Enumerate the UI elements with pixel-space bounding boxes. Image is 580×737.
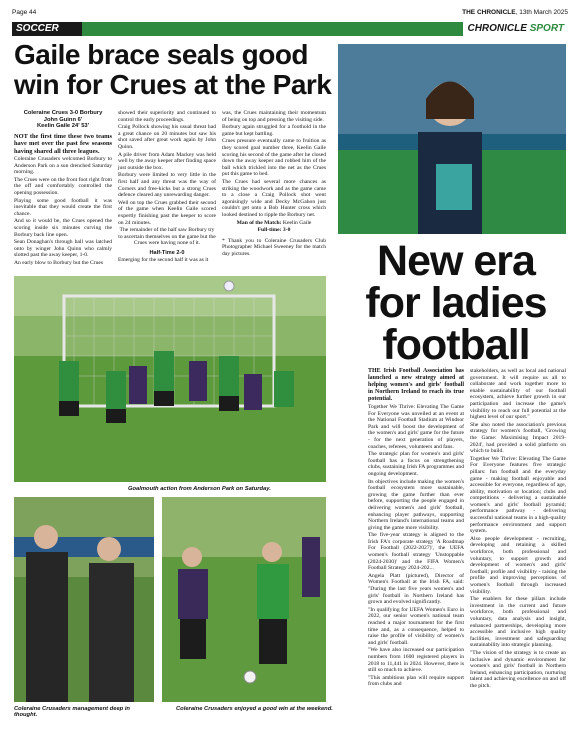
paragraph: was, the Crues maintaining their momentum of being on top and pressing the visiting side.	[222, 110, 326, 123]
paragraph: Crues pressure eventually came to fruition as they scored goal number three, Keelin Gaile scoring his second of the game after he closed down the away keeper and robbed him of the ball which trickled into the net as the Crues put this game to bed.	[222, 138, 326, 178]
paragraph: The strategic plan for women's and girls' football has a focus on strengthening clubs, sustaining Irish FA programmes and ongoing development.	[368, 451, 464, 477]
celebration-caption: Coleraine Crusaders enjoyed a good win at the weekend.	[176, 706, 333, 712]
paragraph: A pile driver from Adam Mackey was held well by the away keeper after finding space just outside the box.	[118, 151, 216, 171]
story1-lead: NOT the first time these two teams have met over the past few seasons having shared all three leagues.	[14, 132, 112, 155]
paragraph: Well on top the Crues grabbed their second of the game when Keelin Gaile scored expertly finishing past the keeper to score on 24 minutes.	[118, 199, 216, 226]
paragraph: "We have also increased our participation numbers from 1600 registered players in 2018 to 11,441 in 2024. However, there is still so much to achieve.	[368, 647, 464, 674]
scoreline-result: Coleraine Crues 3-0 Borbury	[23, 110, 103, 116]
paragraph: Craig Pollock showing his usual threat had a great chance on 20 minutes but saw his shot saved after great work again by John Quinn.	[118, 124, 216, 150]
issue-date: , 13th March 2025	[515, 8, 568, 16]
scoreline-scorer-1: John Guinn 6'	[43, 116, 83, 123]
management-photo	[14, 497, 154, 702]
paragraph: Together We Thrive: Elevating The Game For Everyone was unveiled at an event at the National Football Stadium at Windsor Park and will boost the development of the women's and girls' game for the future - for the next generation of players, coaches, referees, volunteers and fans.	[368, 404, 464, 450]
paragraph: "In qualifying for UEFA Women's Euro in 2022, our senior women's national team reached a major tournament for the first time and, as a consequence, helped to raise the profile of visibility of women's and girls' football.	[368, 606, 464, 646]
paragraph: Its objectives include making the women's football ecosystem more sustainable, growing the game further than ever before, supporting the people engaged in delivering women's and girls' football, enhancing player pathways, supporting Northern Ireland's international teams and giving the game more visibility.	[368, 478, 464, 531]
section-label: SOCCER	[12, 22, 82, 36]
scoreline-scorer-2: Keelin Gaile 24' 53'	[36, 123, 90, 130]
portrait-illustration	[338, 44, 566, 234]
paragraph: The five-year strategy is aligned to the Irish FA's corporate strategy 'A Roadmap For Football (2022-2027)', the UEFA women's football strategy 'Unstoppable (2024-2030)' and the FIFA Women's Football Strategy 2024-202...	[368, 532, 464, 572]
paper-date	[462, 9, 568, 16]
celebration-photo	[162, 497, 326, 702]
management-illustration	[14, 497, 154, 702]
management-caption: Coleraine Crusaders management deep in thought.	[14, 706, 130, 718]
angela-platt-photo	[338, 44, 566, 234]
goalmouth-photo	[14, 276, 326, 482]
paragraph: Also people development - recruiting, developing and retaining a skilled workforce, both professional and voluntary, to support growth and development of women's and girls' football; profile and visibility - raising the profile and improving perceptions of women's football through increased visibility.	[470, 535, 566, 595]
story1-column-2	[118, 110, 216, 265]
motm-value: Keelin Gaile	[281, 219, 312, 226]
story1-headline: Gaile brace seals good win for Crues at the Park	[14, 39, 332, 100]
paragraph: An early blow to Borbury but the Crues	[14, 259, 104, 266]
paragraph: Borbury were limited to very little in the first half and any threat was the way of Corners and free-kicks but a strong Crues defence cleared any unrewarding danger.	[118, 172, 216, 199]
half-time: Half-Time 2-0	[149, 249, 185, 256]
paragraph: stakeholders, as well as local and national government. It will require us all to collaborate and work together more to enable sustainability of our football ecosystem, achieve further growth in our participation and increase the game's visibility to reach our full potential at the highest level of our sport."	[470, 368, 566, 421]
paragraph: Borbury again struggled for a foothold in the game but kept battling.	[222, 124, 326, 137]
sport-brand	[463, 22, 568, 36]
paragraph: And so it would be, the Crues opened the scoring inside six minutes curving the Borbury back line open.	[14, 218, 112, 238]
section-bar	[12, 22, 568, 36]
celebration-illustration	[162, 497, 326, 702]
story1-column-1	[14, 110, 112, 268]
paragraph: showed their superiority and continued to control the early proceedings.	[118, 110, 216, 123]
full-time: Full-time: 3-0	[257, 227, 291, 234]
page-header	[12, 6, 568, 18]
paragraph: Together We Thrive: Elevating The Game For Everyone features five strategic pillars: fun football and the everyday game - making football enjoyable and accessible for everyone, regardless of age, ability, motivation or location; clubs and competitions - delivering a sustainable women's and girls' football pyramid; performance pathway - delivering successful national teams in a high-quality performance environment and support system.	[470, 455, 566, 535]
story1-column-3	[222, 110, 326, 258]
paragraph: The Crues were on the front foot right from the off and comfortably controlled the opening possession.	[14, 176, 112, 196]
scoreline	[14, 110, 112, 130]
story2-column-2	[470, 368, 566, 691]
paragraph: She also noted the association's previous strategy for women's football, 'Growing the Game: Maximising Impact 2019-2024', had provided a solid platform on which to build.	[470, 421, 566, 455]
story2-lead: THE Irish Football Association has launched a new strategy aimed at helping women's and girls' football in Northern Ireland to reach its true potential.	[368, 368, 464, 402]
brand-chronicle: CHRONICLE	[467, 23, 527, 34]
paragraph: The enablers for these pillars include investment in the current and future workforce, both professional and voluntary, data analysis and insight, enhanced partnerships, developing more accessible and inclusive high quality facilities, investment and safeguarding sustainability into strategic planning.	[470, 596, 566, 649]
paragraph: The Crues had several more chances as striking the woodwork and as the game came to a close a Craig Pollock shot went agonisingly wide and Decky McGahon just couldn't get onto a Bob Hunter cross which looked destined to ripple the Borbury net.	[222, 178, 326, 218]
paragraph: "The vision of the strategy is to create an inclusive and dynamic environment for women's and girls' football in Northern Ireland, enhancing participation, nurturing talent and achieving excellence on and off the pitch.	[470, 649, 566, 689]
goalmouth-caption: Goalmouth action from Anderson Park on Saturday.	[128, 486, 271, 492]
page-number: Page 44	[12, 8, 37, 16]
brand-sport: SPORT	[529, 23, 564, 34]
story2-headline: New era for ladies football	[365, 237, 547, 369]
paragraph: The remainder of the half saw Borbury try to ascertain themselves on the game but the Crues were having none of it.	[118, 227, 216, 247]
photo-credit: * Thank you to Coleraine Crusaders Club Photographer Michael Sweeney for the match day pictures.	[222, 237, 326, 257]
paragraph: Angela Platt (pictured), Director of Women's Football at the Irish FA, said: "During the last five years women's and girls' football in Northern Ireland has grown and evolved significantly.	[368, 572, 464, 606]
man-of-match	[222, 220, 326, 227]
paragraph: Sean Donaghan's through ball was latched onto by winger John Quinn who calmly slotted past the away keeper, 1-0.	[14, 239, 112, 259]
paragraph: "This ambitious plan will require support from clubs and	[368, 674, 464, 688]
paper-name: THE CHRONICLE	[462, 8, 516, 16]
motm-label: Man of the Match:	[236, 219, 282, 226]
goalmouth-illustration	[14, 276, 326, 482]
paragraph: Coleraine Crusaders welcomed Borbury to Anderson Park on a sun drenched Saturday morning.	[14, 156, 112, 176]
story2-column-1	[368, 368, 464, 689]
paragraph: Emerging for the second half it was as it	[118, 257, 209, 264]
paragraph: Playing some good football it was inevitable that they would create the first chance.	[14, 197, 112, 217]
